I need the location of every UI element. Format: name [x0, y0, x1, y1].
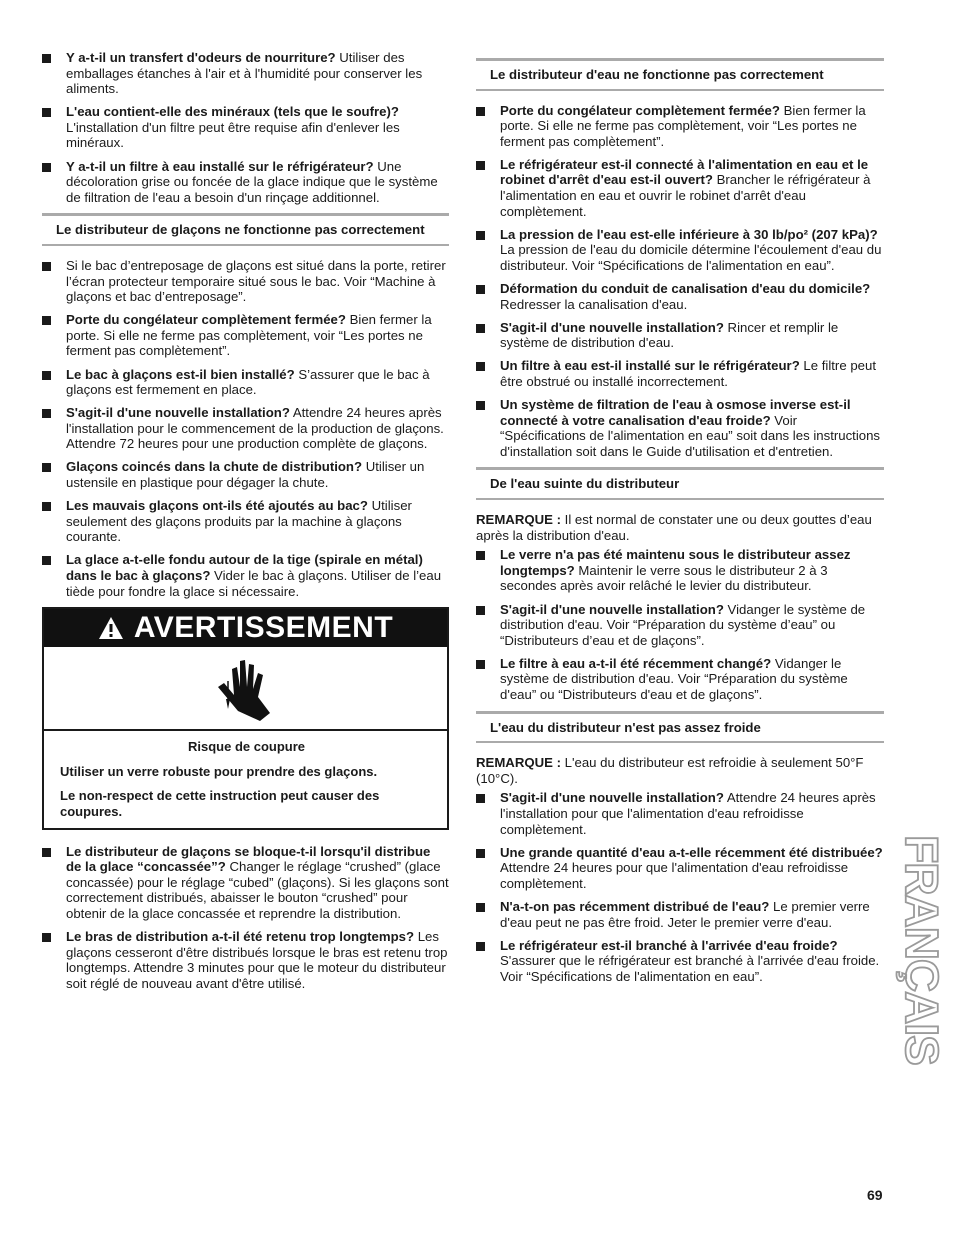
- list-item: Déformation du conduit de canalisation d'eau du domicile? Redresser la canalisation d'eau.: [476, 281, 884, 312]
- list-item: Le réfrigérateur est-il branché à l'arrivée d'eau froide? S'assurer que le réfrigérateur est branché à l'arrivée d'eau froide. Voir “Spécifications de l'alimentation en eau”.: [476, 938, 884, 985]
- cut-hand-icon: [210, 655, 282, 721]
- warning-instruction: Utiliser un verre robuste pour prendre des glaçons.: [60, 763, 378, 779]
- cold-note: REMARQUE : L'eau du distributeur est refroidie à seulement 50°F (10°C).: [476, 755, 864, 786]
- language-tab-label: FRANÇAIS: [896, 835, 948, 1065]
- list-item: Le verre n'a pas été maintenu sous le distributeur assez longtemps? Maintenir le verre sous le distributeur 2 à 3 secondes après avoir relâché le levier du distributeur.: [476, 547, 884, 594]
- list-item: Le bras de distribution a-t-il été retenu trop longtemps? Les glaçons cesseront d'être distribués lorsque le bras est retenu trop longtemps. Attendre 3 minutes pour que le moteur du distributeur soit réglé de nouveau avant d'être utilisé.: [42, 929, 449, 991]
- left-column: [42, 50, 449, 999]
- water-dispenser-list: [476, 103, 884, 460]
- list-item: Si le bac d’entreposage de glaçons est situé dans la porte, retirer l’écran protecteur temporaire situé sous le bac. Voir “Machine à glaçons et bac d’entreposage”.: [42, 258, 449, 305]
- list-item: La glace a-t-elle fondu autour de la tige (spirale en métal) dans le bac à glaçons? Vider le bac à glaçons. Utiliser de l’eau tiède pour fondre la glace si nécessaire.: [42, 552, 449, 599]
- list-item: S'agit-il d'une nouvelle installation? Attendre 24 heures après l'installation pour le commencement de la production de glaçons. Attendre 72 heures pour une production complète de glaçons.: [42, 405, 449, 452]
- section-heading-not-cold: L'eau du distributeur n'est pas assez froide: [476, 711, 884, 744]
- bullet-icon: [476, 903, 485, 912]
- bullet-icon: [476, 606, 485, 615]
- list-item: S'agit-il d'une nouvelle installation? Attendre 24 heures après l'installation pour que l'alimentation d'eau refroidisse complètement.: [476, 790, 884, 837]
- bullet-icon: [476, 794, 485, 803]
- list-item: N'a-t-on pas récemment distribué de l'eau? Le premier verre d'eau peut ne pas être froid. Jeter le premier verre d'eau.: [476, 899, 884, 930]
- list-item: Un système de filtration de l'eau à osmose inverse est-il connecté à votre canalisation d'eau froide? Voir “Spécifications de l'alimentation en eau” soit dans les instructions d'installation soit dans le Guide d'utilisation et d'entretien.: [476, 397, 884, 459]
- section-heading-ice-dispenser: Le distributeur de glaçons ne fonctionne pas correctement: [42, 213, 449, 246]
- bullet-icon: [476, 231, 485, 240]
- section-heading-water-dispenser: Le distributeur d'eau ne fonctionne pas correctement: [476, 58, 884, 91]
- list-item: Le distributeur de glaçons se bloque-t-il lorsqu'il distribue de la glace “concassée”? Changer le réglage “crushed” (glace concassée) pour le réglage “cubed” (glaçons). Si les glaçons sont correctement distribués, abaisser le bouton “crushed” pour obtenir de la glace concassée et reprendre la distribution.: [42, 844, 449, 922]
- bullet-icon: [476, 285, 485, 294]
- bullet-icon: [476, 849, 485, 858]
- ice-jam-list: [42, 844, 449, 992]
- bullet-icon: [42, 502, 51, 511]
- bullet-icon: [42, 316, 51, 325]
- bullet-icon: [42, 163, 51, 172]
- list-item: Porte du congélateur complètement fermée? Bien fermer la porte. Si elle ne ferme pas complètement, voir “Les portes ne ferment pas complètement”.: [476, 103, 884, 150]
- list-item: Le filtre à eau a-t-il été récemment changé? Vidanger le système de distribution d'eau. Voir “Préparation du système d'eau” ou “Distributeurs d'eau et de glaçons”.: [476, 656, 884, 703]
- not-cold-list: [476, 790, 884, 984]
- leak-note: REMARQUE : Il est normal de constater une ou deux gouttes d’eau après la distribution d'eau.: [476, 512, 872, 543]
- list-item: Y a-t-il un filtre à eau installé sur le réfrigérateur? Une décoloration grise ou foncée de la glace indique que le système de filtration de l'eau a besoin d'un rinçage additionnel.: [42, 159, 449, 206]
- list-item: Glaçons coincés dans la chute de distribution? Utiliser un ustensile en plastique pour dégager la chute.: [42, 459, 449, 490]
- bullet-icon: [42, 556, 51, 565]
- bullet-icon: [476, 362, 485, 371]
- leak-list: [476, 547, 884, 702]
- bullet-icon: [476, 107, 485, 116]
- warning-body: [44, 731, 447, 827]
- list-item: Un filtre à eau est-il installé sur le réfrigérateur? Le filtre peut être obstrué ou installé incorrectement.: [476, 358, 884, 389]
- section-heading-leak: De l'eau suinte du distributeur: [476, 467, 884, 500]
- bullet-icon: [42, 371, 51, 380]
- bullet-icon: [42, 848, 51, 857]
- warning-consequence: Le non-respect de cette instruction peut causer des coupures.: [60, 788, 380, 819]
- bullet-icon: [42, 933, 51, 942]
- list-item: La pression de l'eau est-elle inférieure à 30 lb/po² (207 kPa)? La pression de l'eau du domicile détermine l'écoulement d'eau du distributeur. Voir “Spécifications de l'alimentation en eau”.: [476, 227, 884, 274]
- bullet-icon: [476, 401, 485, 410]
- list-item: Les mauvais glaçons ont-ils été ajoutés au bac? Utiliser seulement des glaçons produits par la machine à glaçons courante.: [42, 498, 449, 545]
- list-item: L'eau contient-elle des minéraux (tels que le soufre)? L'installation d'un filtre peut être requise afin d'enlever les minéraux.: [42, 104, 449, 151]
- right-column: [476, 50, 884, 992]
- bullet-icon: [42, 409, 51, 418]
- cut-hazard-pictogram: [44, 647, 447, 731]
- ice-dispenser-list: [42, 258, 449, 599]
- bullet-icon: [42, 463, 51, 472]
- bullet-icon: [476, 161, 485, 170]
- list-item: Une grande quantité d'eau a-t-elle récemment été distribuée? Attendre 24 heures pour que l'alimentation d'eau refroidisse complètement.: [476, 845, 884, 892]
- list-item: S'agit-il d'une nouvelle installation? Vidanger le système de distribution d'eau. Voir “Préparation du système d’eau” ou “Distributeurs d’eau et de glaçons”.: [476, 602, 884, 649]
- warning-title: AVERTISSEMENT: [133, 611, 394, 645]
- list-item: Le bac à glaçons est-il bien installé? S’assurer que le bac à glaçons est fermement en place.: [42, 367, 449, 398]
- odor-mineral-list: [42, 50, 449, 205]
- bullet-icon: [476, 942, 485, 951]
- bullet-icon: [476, 551, 485, 560]
- list-item: Le réfrigérateur est-il connecté à l'alimentation en eau et le robinet d'arrêt d'eau est-il ouvert? Brancher le réfrigérateur à l'alimentation en eau et ouvrir le robinet d'arrêt d'eau complètement.: [476, 157, 884, 219]
- bullet-icon: [42, 54, 51, 63]
- bullet-icon: [476, 324, 485, 333]
- list-item: Y a-t-il un transfert d'odeurs de nourriture? Utiliser des emballages étanches à l'air et à l'humidité pour conserver les aliments.: [42, 50, 449, 97]
- bullet-icon: [42, 262, 51, 271]
- warning-risk: Risque de coupure: [187, 739, 306, 755]
- bullet-icon: [476, 660, 485, 669]
- list-item: Porte du congélateur complètement fermée? Bien fermer la porte. Si elle ne ferme pas complètement, voir “Les portes ne ferment pas complètement”.: [42, 312, 449, 359]
- warning-box: [42, 607, 449, 829]
- list-item: S'agit-il d'une nouvelle installation? Rincer et remplir le système de distribution d'eau.: [476, 320, 884, 351]
- bullet-icon: [42, 108, 51, 117]
- language-side-tab: [890, 835, 948, 1065]
- warning-header: [44, 609, 447, 647]
- warning-triangle-icon: [98, 616, 124, 640]
- page-number: 69: [867, 1187, 883, 1203]
